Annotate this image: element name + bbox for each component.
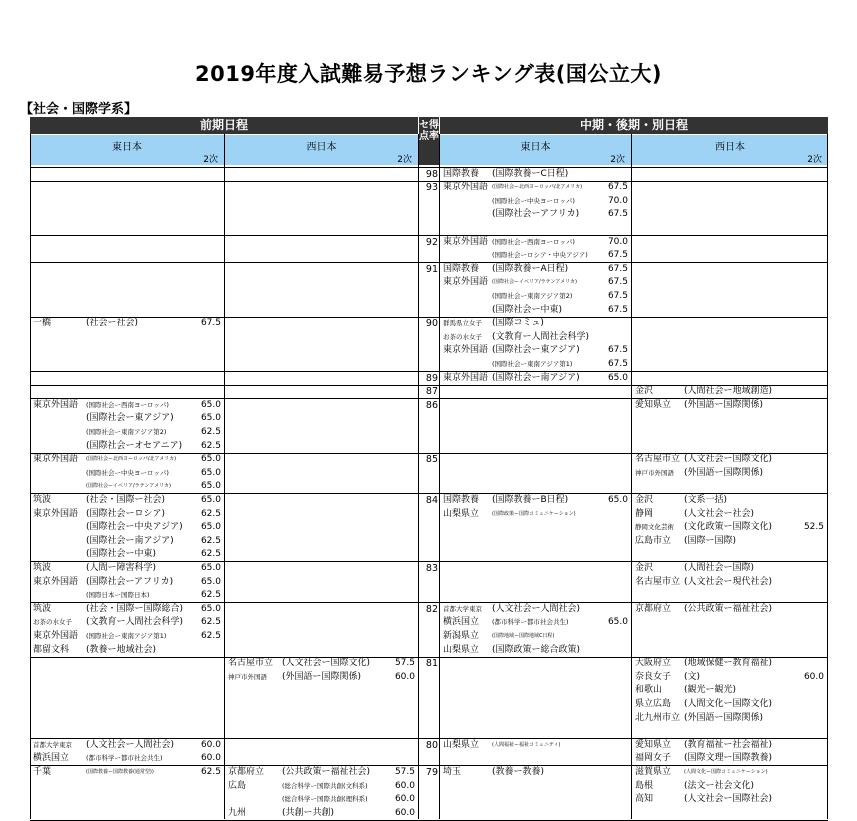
score-cell: 87 xyxy=(425,386,438,398)
university-name: 山梨県立 xyxy=(443,644,480,655)
department-name: (国際コミュ) xyxy=(492,318,544,329)
header-west-label: 西日本 xyxy=(715,142,745,153)
department-name: (国際社会ー北西ヨーロッパ/北アメリカ) xyxy=(492,184,583,191)
department-name: (人文社会ー社会) xyxy=(684,508,755,519)
university-name: 東京外国語 xyxy=(33,576,79,587)
university-name: 首都大学東京 xyxy=(33,740,72,749)
department-name: (国際社会ー東南アジア第1) xyxy=(492,359,573,368)
department-name: (国際社会ーイベリア/ラテンアメリカ) xyxy=(492,279,577,286)
header-later-east xyxy=(440,135,631,165)
university-name: 首都大学東京 xyxy=(443,604,482,613)
ranking-entry xyxy=(632,712,827,726)
department-name: (国際社会ーアフリカ) xyxy=(86,576,174,587)
university-name: お茶の水女子 xyxy=(443,332,482,341)
department-name: (社会・国際ー社会) xyxy=(86,494,166,505)
ranking-entry xyxy=(30,630,224,644)
second-exam-score: 65.0 xyxy=(200,576,221,587)
university-name: 神戸市外国語 xyxy=(635,468,674,477)
department-name: (国際社会ー西南ヨーロッパ) xyxy=(86,400,169,409)
department-name: (文教育ー人間社会科学) xyxy=(86,617,184,628)
ranking-entry xyxy=(225,780,418,794)
second-exam-score: 65.0 xyxy=(200,399,221,410)
department-name: (国際社会ーロシア・中央アジア) xyxy=(492,251,588,260)
second-exam-score: 67.5 xyxy=(607,304,628,315)
university-name: 金沢 xyxy=(635,494,654,505)
column-border xyxy=(224,134,225,819)
second-exam-score: 67.5 xyxy=(607,182,628,193)
university-name: 東京外国語 xyxy=(443,372,489,383)
second-exam-score: 62.5 xyxy=(200,766,221,777)
university-name: 横浜国立 xyxy=(33,753,70,764)
second-exam-score: 65.0 xyxy=(200,467,221,478)
ranking-entry xyxy=(632,793,827,807)
university-name: 群馬県立女子 xyxy=(443,319,482,328)
department-name: (国際社会ー中央ヨーロッパ) xyxy=(492,196,575,205)
second-exam-score: 65.0 xyxy=(607,617,628,628)
university-name: 東京外国語 xyxy=(443,236,489,247)
second-exam-score: 62.5 xyxy=(200,440,221,451)
university-name: 金沢 xyxy=(635,386,654,397)
header-later-schedule: 中期・後期・別日程 xyxy=(440,117,828,134)
university-name: 京都府立 xyxy=(228,766,265,777)
ranking-entry xyxy=(30,603,224,617)
department-name: (国際社会ー東アジア) xyxy=(492,345,580,356)
university-name: 島根 xyxy=(635,780,654,791)
department-name: (国際社会ーイベリア/ラテンアメリカ) xyxy=(86,483,171,490)
ranking-entry xyxy=(30,562,224,576)
university-name: 奈良女子 xyxy=(635,671,672,682)
university-name: 東京外国語 xyxy=(443,182,489,193)
ranking-entry xyxy=(225,671,418,685)
ranking-entry xyxy=(30,644,224,658)
department-name: (国際社会ー中東) xyxy=(492,304,563,315)
second-exam-score: 62.5 xyxy=(200,630,221,641)
header-east-label: 東日本 xyxy=(520,142,551,153)
department-name: (人文社会ー国際文化) xyxy=(684,454,773,465)
score-cell: 98 xyxy=(425,168,438,180)
university-name: 埼玉 xyxy=(443,766,462,777)
ranking-table xyxy=(30,117,828,819)
department-name: (国際社会ー南アジア) xyxy=(86,535,174,546)
ranking-entry xyxy=(30,467,224,481)
second-exam-score: 60.0 xyxy=(394,794,415,805)
university-name: 大阪府立 xyxy=(635,658,672,669)
university-name: 愛知県立 xyxy=(635,399,672,410)
university-name: 名古屋市立 xyxy=(228,658,274,669)
university-name: 和歌山 xyxy=(635,685,663,696)
score-cell: 90 xyxy=(425,318,438,330)
ranking-entry xyxy=(225,766,418,780)
university-name: 九州 xyxy=(228,807,247,818)
department-name: (国際社会ー北西ヨーロッパ/北アメリカ) xyxy=(86,456,177,463)
department-name: (法文ー社会文化) xyxy=(684,780,755,791)
second-exam-score: 60.0 xyxy=(200,739,221,750)
ranking-entry xyxy=(440,208,631,222)
second-exam-score: 65.0 xyxy=(200,603,221,614)
ranking-entry xyxy=(440,372,631,386)
university-name: 県立広島 xyxy=(635,698,672,709)
second-exam-score: 60.0 xyxy=(394,807,415,818)
second-exam-score: 52.5 xyxy=(803,522,824,533)
second-exam-score: 67.5 xyxy=(607,250,628,261)
column-border xyxy=(827,134,828,819)
university-name: 千葉 xyxy=(33,766,52,777)
department-name: (観光ー観光) xyxy=(684,685,737,696)
university-name: 金沢 xyxy=(635,562,654,573)
second-exam-score: 65.0 xyxy=(200,562,221,573)
university-name: 一橋 xyxy=(33,318,52,329)
ranking-entry xyxy=(440,263,631,277)
university-name: 滋賀県立 xyxy=(635,766,672,777)
second-exam-score: 60.0 xyxy=(200,753,221,764)
university-name: 都留文科 xyxy=(33,644,70,655)
ranking-entry xyxy=(30,576,224,590)
ranking-entry xyxy=(225,793,418,807)
department-name: (国際社会ー中央アジア) xyxy=(86,522,183,533)
second-exam-score: 65.0 xyxy=(200,494,221,505)
ranking-entry xyxy=(30,453,224,467)
ranking-entry xyxy=(30,589,224,603)
department-name: (国際教養ーC日程) xyxy=(492,168,569,179)
second-exam-score: 62.5 xyxy=(200,535,221,546)
ranking-entry xyxy=(440,766,631,780)
header-second-label: 2次 xyxy=(610,155,625,165)
header-second-label: 2次 xyxy=(203,155,218,165)
ranking-entry xyxy=(30,739,224,753)
department-name: (公共政策ー福祉社会) xyxy=(684,603,773,614)
department-name: (外国語ー国際関係) xyxy=(282,671,362,682)
university-name: 福岡女子 xyxy=(635,753,672,764)
university-name: 筑波 xyxy=(33,603,52,614)
ranking-entry xyxy=(440,630,631,644)
ranking-entry xyxy=(30,426,224,440)
second-exam-score: 62.5 xyxy=(200,617,221,628)
university-name: 神戸市外国語 xyxy=(228,672,267,681)
department-name: (文化政策ー国際文化) xyxy=(684,522,773,533)
ranking-entry xyxy=(632,562,827,576)
department-name: (国際教養ー国際教養(通常型)) xyxy=(86,768,154,775)
department-name: (人間ー障害科学) xyxy=(86,562,157,573)
department-name: (教養ー地域社会) xyxy=(86,644,157,655)
second-exam-score: 62.5 xyxy=(200,549,221,560)
department-name: (人間文化ー国際コミュニケーション) xyxy=(684,768,768,775)
university-name: 静岡 xyxy=(635,508,654,519)
ranking-entry xyxy=(440,739,631,753)
ranking-entry xyxy=(30,508,224,522)
score-cell: 85 xyxy=(425,454,438,466)
department-name: (国際ー国際) xyxy=(684,535,737,546)
department-name: (国際社会ーロシア) xyxy=(86,508,166,519)
ranking-entry xyxy=(440,317,631,331)
department-name: (国際地域ー国際地域C日程) xyxy=(492,632,555,639)
second-exam-score: 65.0 xyxy=(607,494,628,505)
department-name: (外国語ー国際関係) xyxy=(684,399,764,410)
department-name: (国際社会ー東南アジア第2) xyxy=(86,427,167,436)
university-name: 名古屋市立 xyxy=(635,454,681,465)
university-name: 愛知県立 xyxy=(635,739,672,750)
ranking-entry xyxy=(30,494,224,508)
department-name: (外国語ー国際関係) xyxy=(684,712,764,723)
department-name: (都市科学ー都市社会共生) xyxy=(86,754,163,763)
department-name: (人間福祉ー福祉コミュニティ) xyxy=(492,741,561,748)
university-name: 国際教養 xyxy=(443,168,480,179)
second-exam-score: 57.5 xyxy=(394,766,415,777)
ranking-entry xyxy=(440,195,631,209)
ranking-entry xyxy=(632,671,827,685)
ranking-entry xyxy=(440,616,631,630)
university-name: 東京外国語 xyxy=(443,345,489,356)
department-name: (人間社会ー国際) xyxy=(684,562,755,573)
department-name: (共創ー共創) xyxy=(282,807,335,818)
department-name: (公共政策ー福祉社会) xyxy=(282,766,371,777)
header-early-east xyxy=(30,135,224,165)
department-name: (国際社会ー東アジア) xyxy=(86,413,174,424)
university-name: 山梨県立 xyxy=(443,508,480,519)
second-exam-score: 67.5 xyxy=(607,358,628,369)
ranking-entry xyxy=(440,236,631,250)
department-name: (総合科学ー国際共創(理科系) xyxy=(282,795,368,804)
second-exam-score: 57.5 xyxy=(394,658,415,669)
department-name: (国際社会ー中東) xyxy=(86,549,157,560)
university-name: 北九州市立 xyxy=(635,712,681,723)
university-name: 山梨県立 xyxy=(443,739,480,750)
header-score-rate: セ得点率 xyxy=(419,117,439,165)
ranking-entry xyxy=(30,752,224,766)
university-name: 東京外国語 xyxy=(33,399,79,410)
score-cell: 81 xyxy=(425,658,438,670)
ranking-entry xyxy=(440,508,631,522)
department-name: (国際社会ー南アジア) xyxy=(492,372,580,383)
second-exam-score: 60.0 xyxy=(803,671,824,682)
university-name: 名古屋市立 xyxy=(635,576,681,587)
ranking-entry xyxy=(632,752,827,766)
ranking-entry xyxy=(30,521,224,535)
department-name: (地域保健ー教育福祉) xyxy=(684,658,773,669)
ranking-entry xyxy=(440,644,631,658)
ranking-entry xyxy=(440,181,631,195)
ranking-entry xyxy=(30,766,224,780)
header-early-west xyxy=(225,135,418,165)
ranking-entry xyxy=(632,453,827,467)
ranking-entry xyxy=(632,535,827,549)
header-early-schedule: 前期日程 xyxy=(30,117,418,134)
ranking-entry xyxy=(440,249,631,263)
ranking-entry xyxy=(632,603,827,617)
department-name: (人文社会ー人間社会) xyxy=(86,739,175,750)
ranking-entry xyxy=(30,317,224,331)
ranking-entry xyxy=(632,684,827,698)
score-cell: 79 xyxy=(425,766,438,778)
ranking-entry xyxy=(440,168,631,182)
second-exam-score: 65.0 xyxy=(607,372,628,383)
department-name: (国際日本ー国際日本) xyxy=(86,591,150,600)
score-cell: 91 xyxy=(425,263,438,275)
department-name: (教養ー教養) xyxy=(492,766,545,777)
second-exam-score: 62.5 xyxy=(200,508,221,519)
score-cell: 82 xyxy=(425,603,438,615)
university-name: 新潟県立 xyxy=(443,630,480,641)
ranking-entry xyxy=(632,576,827,590)
department-name: (国際社会ー中央ヨーロッパ) xyxy=(86,468,169,477)
department-name: (国際政策ー国際コミュニケーション) xyxy=(492,510,576,517)
department-name: (人文社会ー国際文化) xyxy=(282,658,371,669)
score-cell: 83 xyxy=(425,562,438,574)
ranking-entry xyxy=(440,603,631,617)
score-cell: 89 xyxy=(425,372,438,384)
ranking-entry xyxy=(632,467,827,481)
university-name: 京都府立 xyxy=(635,603,672,614)
department-name: (国際教養ーA日程) xyxy=(492,263,569,274)
ranking-entry xyxy=(632,780,827,794)
ranking-entry xyxy=(440,290,631,304)
university-name: 広島市立 xyxy=(635,535,672,546)
ranking-entry xyxy=(632,385,827,399)
second-exam-score: 62.5 xyxy=(200,426,221,437)
page-title: 2019年度入試難易予想ランキング表(国公立大) xyxy=(194,62,662,86)
ranking-entry xyxy=(30,480,224,494)
ranking-entry xyxy=(632,399,827,413)
ranking-entry xyxy=(30,616,224,630)
university-name: 東京外国語 xyxy=(33,630,79,641)
university-name: 高知 xyxy=(635,794,654,805)
ranking-entry xyxy=(440,494,631,508)
ranking-entry xyxy=(30,535,224,549)
section-heading: 【社会・国際学系】 xyxy=(20,102,138,117)
second-exam-score: 65.0 xyxy=(200,522,221,533)
score-cell: 80 xyxy=(425,739,438,751)
university-name: 横浜国立 xyxy=(443,617,480,628)
department-name: (国際社会ー東南アジア第2) xyxy=(492,291,573,300)
department-name: (人文社会ー現代社会) xyxy=(684,576,773,587)
ranking-entry xyxy=(225,657,418,671)
department-name: (社会ー社会) xyxy=(86,318,139,329)
department-name: (人文社会ー国際社会) xyxy=(684,794,773,805)
department-name: (外国語ー国際関係) xyxy=(684,467,764,478)
department-name: (人間文化ー国際文化) xyxy=(684,698,773,709)
ranking-entry xyxy=(440,331,631,345)
ranking-entry xyxy=(225,807,418,821)
university-name: 静岡文化芸術 xyxy=(635,523,674,532)
score-cell: 93 xyxy=(425,182,438,194)
header-east-label: 東日本 xyxy=(112,142,142,153)
university-name: 広島 xyxy=(228,780,247,791)
header-later-west xyxy=(632,135,828,165)
second-exam-score: 70.0 xyxy=(607,236,628,247)
ranking-entry xyxy=(632,521,827,535)
department-name: (文教育ー人間社会科学) xyxy=(492,331,590,342)
ranking-entry xyxy=(30,399,224,413)
ranking-entry xyxy=(30,548,224,562)
second-exam-score: 65.0 xyxy=(200,454,221,465)
score-cell: 84 xyxy=(425,494,438,506)
department-name: (国際社会ーアフリカ) xyxy=(492,209,580,220)
university-name: お茶の水女子 xyxy=(33,618,72,627)
second-exam-score: 62.5 xyxy=(200,590,221,601)
department-name: (社会・国際ー国際総合) xyxy=(86,603,184,614)
second-exam-score: 70.0 xyxy=(607,195,628,206)
second-exam-score: 67.5 xyxy=(200,318,221,329)
university-name: 東京外国語 xyxy=(33,508,79,519)
second-exam-score: 67.5 xyxy=(607,290,628,301)
ranking-entry xyxy=(440,344,631,358)
university-name: 筑波 xyxy=(33,494,52,505)
ranking-entry xyxy=(632,766,827,780)
header-second-label: 2次 xyxy=(807,155,822,165)
ranking-entry xyxy=(440,358,631,372)
ranking-entry xyxy=(632,698,827,712)
university-name: 国際教養 xyxy=(443,263,480,274)
ranking-entry xyxy=(30,412,224,426)
department-name: (国際文理ー国際教養) xyxy=(684,753,773,764)
department-name: (都市科学ー都市社会共生) xyxy=(492,618,569,627)
department-name: (文) xyxy=(684,671,701,682)
ranking-entry xyxy=(632,494,827,508)
department-name: (国際社会ーオセアニア) xyxy=(86,440,183,451)
ranking-entry xyxy=(30,440,224,454)
ranking-entry xyxy=(632,739,827,753)
score-cell: 86 xyxy=(425,399,438,411)
header-second-label: 2次 xyxy=(397,155,412,165)
department-name: (国際教養ーB日程) xyxy=(492,494,569,505)
second-exam-score: 60.0 xyxy=(394,780,415,791)
university-name: 東京外国語 xyxy=(33,454,79,465)
department-name: (国際社会ー東南アジア第1) xyxy=(86,631,167,640)
department-name: (人文社会ー人間社会) xyxy=(492,603,581,614)
ranking-entry xyxy=(440,276,631,290)
university-name: 東京外国語 xyxy=(443,277,489,288)
ranking-entry xyxy=(632,508,827,522)
second-exam-score: 65.0 xyxy=(200,413,221,424)
university-name: 国際教養 xyxy=(443,494,480,505)
column-border xyxy=(418,134,419,819)
header-west-label: 西日本 xyxy=(306,142,337,153)
university-name: 筑波 xyxy=(33,562,52,573)
score-cell: 92 xyxy=(425,236,438,248)
second-exam-score: 65.0 xyxy=(200,481,221,492)
department-name: (国際社会ー西南ヨーロッパ) xyxy=(492,237,575,246)
ranking-entry xyxy=(440,304,631,318)
second-exam-score: 67.5 xyxy=(607,277,628,288)
department-name: (教育福祉ー社会福祉) xyxy=(684,739,773,750)
second-exam-score: 60.0 xyxy=(394,671,415,682)
department-name: (人間社会ー地域創造) xyxy=(684,386,773,397)
department-name: (国際政策ー総合政策) xyxy=(492,644,581,655)
second-exam-score: 67.5 xyxy=(607,263,628,274)
department-name: (総合科学ー国際共創(文科系) xyxy=(282,781,368,790)
second-exam-score: 67.5 xyxy=(607,345,628,356)
department-name: (文系一括) xyxy=(684,494,728,505)
second-exam-score: 67.5 xyxy=(607,209,628,220)
ranking-entry xyxy=(632,657,827,671)
